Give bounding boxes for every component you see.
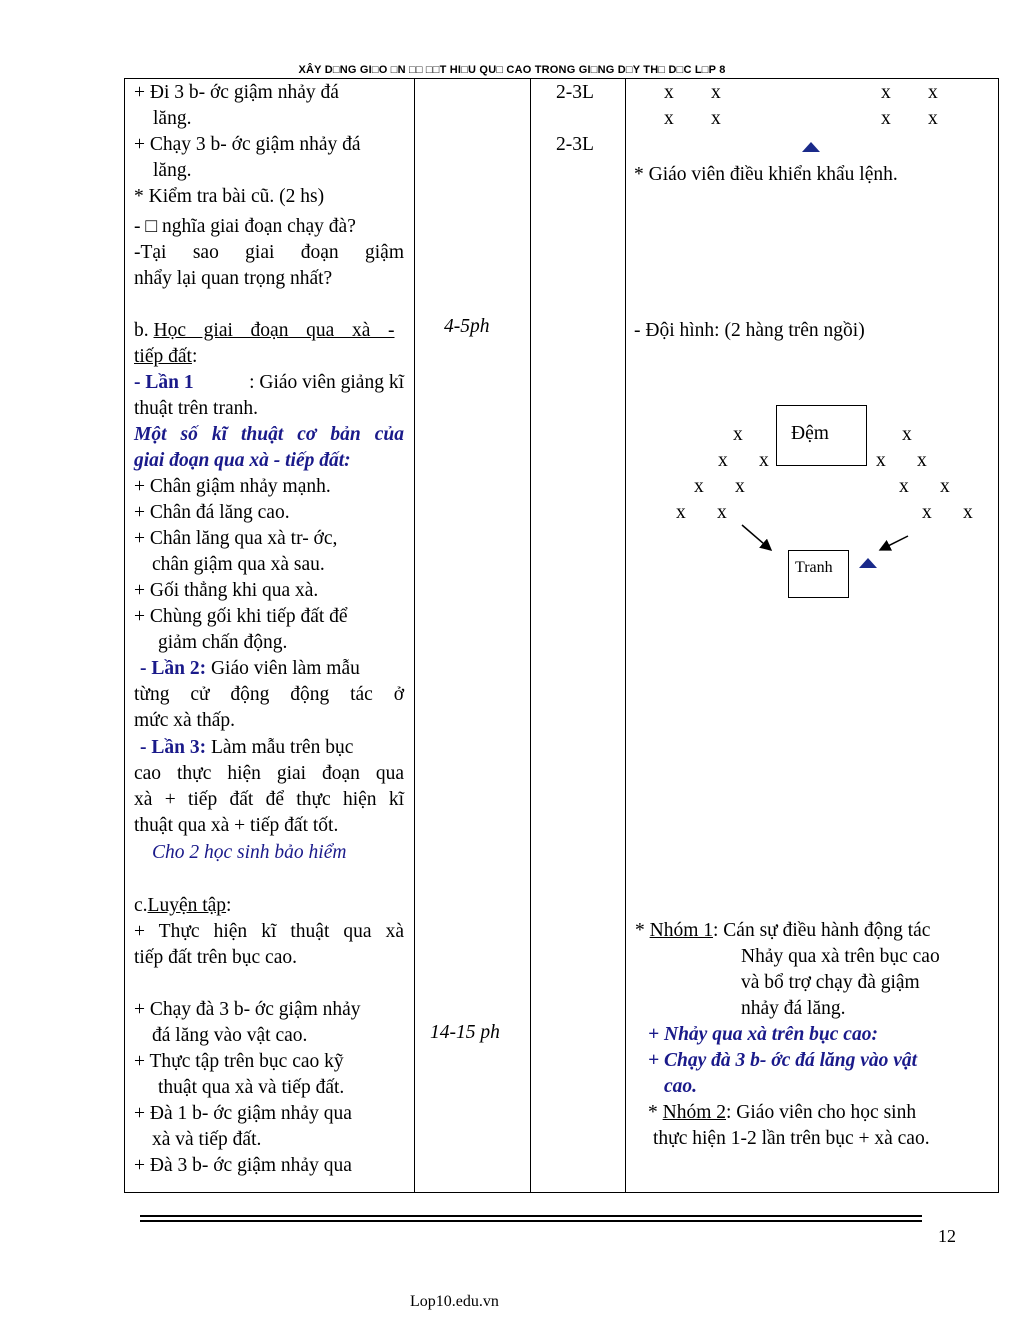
repetition-cell: 2-3L (556, 82, 594, 103)
teacher-marker-icon (859, 558, 877, 568)
bullet: * (648, 1102, 663, 1123)
content-line: đá lăng vào vật cao. (152, 1025, 308, 1046)
footer-rule (140, 1220, 922, 1222)
bullet: * (635, 920, 650, 941)
content-line: + Thực tập trên bục cao kỹ (134, 1051, 344, 1072)
group1-task: + Nhảy qua xà trên bục cao: (648, 1024, 878, 1045)
teacher-command-text: * Giáo viên điều khiển khẩu lệnh. (634, 164, 898, 185)
lan1-label: - Lần 1 (134, 372, 194, 393)
content-line: tiếp đất trên bục cao. (134, 947, 297, 968)
content-line: xà và tiếp đất. (152, 1129, 262, 1150)
lan2-line (140, 656, 360, 682)
section-b-heading (134, 318, 404, 344)
content-line: thuật qua xà và tiếp đất. (158, 1077, 345, 1098)
formation-x: x (928, 108, 938, 129)
technique-item: + Chân đá lăng cao. (134, 502, 290, 523)
formation-x: x (899, 476, 909, 497)
group1-label: Nhóm 1 (649, 920, 713, 941)
lan1-line (134, 370, 404, 396)
technique-item: + Chân giậm nhảy mạnh. (134, 476, 331, 497)
colon: : (191, 346, 198, 367)
content-line: lăng. (153, 160, 192, 181)
formation-x: x (902, 424, 912, 445)
content-line: + Chạy 3 b- ớc giậm nhảy đá (134, 134, 361, 155)
content-line: * Kiểm tra bài cũ. (2 hs) (134, 186, 325, 207)
lan2-label: - Lần 2: (140, 658, 207, 679)
content-line: thuật trên tranh. (134, 398, 258, 419)
content-line: -Tại sao giai đoạn giậm (134, 242, 404, 263)
group1-text: : Cán sự điều hành động tác (713, 920, 931, 941)
document-header: XÂY D□NG GI□O □N □□ □□T HI□U QU□ CAO TRONG GI□NG D□Y TH□ D□C L□P 8 (298, 64, 726, 76)
technique-heading-cont: giai đoạn qua xà - tiếp đất: (134, 450, 351, 471)
technique-item-cont: chân giậm qua xà sau. (152, 554, 325, 575)
note-line: Cho 2 học sinh bảo hiểm (152, 842, 347, 863)
content-line: + Đà 3 b- ớc giậm nhảy qua (134, 1155, 352, 1176)
group1-line: nhảy đá lăng. (741, 998, 846, 1019)
left-arrow-icon (742, 525, 771, 550)
lan3-line (140, 735, 353, 761)
formation-x: x (664, 108, 674, 129)
technique-item: + Gối thẳng khi qua xà. (134, 580, 319, 601)
formation-x: x (940, 476, 950, 497)
section-b-heading-cont (134, 344, 197, 370)
column-divider (414, 78, 415, 1193)
group1-task-cont: cao. (664, 1076, 698, 1097)
group1-line: Nhảy qua xà trên bục cao (741, 946, 940, 967)
content-line: cao thực hiện giai đoạn qua (134, 763, 404, 784)
technique-heading: Một số kĩ thuật cơ bản của (134, 424, 404, 445)
formation-x: x (922, 502, 932, 523)
teacher-marker-icon (802, 142, 820, 152)
lan3-label: - Lần 3: (140, 737, 207, 758)
lan3-text: Làm mẫu trên bục (206, 737, 354, 758)
picture-label: Tranh (795, 559, 833, 576)
formation-x: x (733, 424, 743, 445)
formation-title: - Đội hình: (2 hàng trên ngồi) (634, 320, 865, 341)
formation-x: x (881, 82, 891, 103)
formation-x: x (759, 450, 769, 471)
content-line: thuật qua xà + tiếp đất tốt. (134, 815, 339, 836)
group2-line: thực hiện 1-2 lần trên bục + xà cao. (653, 1128, 930, 1149)
group2-text: : Giáo viên cho học sinh (726, 1102, 917, 1123)
group1-line: và bổ trợ chạy đà giậm (741, 972, 920, 993)
page-number: 12 (938, 1226, 956, 1246)
group2-line (648, 1100, 916, 1126)
formation-x: x (876, 450, 886, 471)
mat-label: Đệm (791, 423, 829, 444)
formation-x: x (676, 502, 686, 523)
formation-x: x (717, 502, 727, 523)
time-cell: 4-5ph (444, 316, 490, 337)
section-b-title-cont: tiếp đất (134, 346, 192, 367)
content-line: + Đi 3 b- ớc giậm nhảy đá (134, 82, 339, 103)
content-line: - □ nghĩa giai đoạn chạy đà? (134, 216, 356, 237)
section-b-title: Học giai đoạn qua xà - (153, 320, 395, 341)
group1-line (635, 918, 930, 944)
section-b-label: b. (134, 320, 154, 341)
formation-x: x (928, 82, 938, 103)
section-c-title: Luyện tập (147, 895, 227, 916)
formation-x: x (881, 108, 891, 129)
content-line: lăng. (153, 108, 192, 129)
content-line: mức xà thấp. (134, 710, 235, 731)
formation-x: x (735, 476, 745, 497)
content-line: + Chạy đà 3 b- ớc giậm nhảy (134, 999, 361, 1020)
group1-task: + Chạy đà 3 b- ớc đá lăng vào vật (648, 1050, 918, 1071)
section-c-heading (134, 893, 231, 919)
content-line: xà + tiếp đất để thực hiện kĩ (134, 789, 404, 810)
formation-x: x (694, 476, 704, 497)
right-arrow-icon (880, 536, 908, 550)
technique-item: + Chùng gối khi tiếp đất để (134, 606, 348, 627)
footer-rule (140, 1215, 922, 1217)
technique-item-cont: giảm chấn động. (158, 632, 288, 653)
formation-x: x (664, 82, 674, 103)
formation-x: x (963, 502, 973, 523)
group2-label: Nhóm 2 (662, 1102, 726, 1123)
content-line: nhẩy lại quan trọng nhất? (134, 268, 333, 289)
section-c-label: c. (134, 895, 148, 916)
column-divider (625, 78, 626, 1193)
colon: : (226, 895, 232, 916)
lan2-text: Giáo viên làm mẫu (206, 658, 360, 679)
time-cell: 14-15 ph (430, 1022, 500, 1043)
site-footer: Lop10.edu.vn (410, 1293, 499, 1310)
repetition-cell: 2-3L (556, 134, 594, 155)
formation-x: x (718, 450, 728, 471)
formation-x: x (917, 450, 927, 471)
formation-x: x (711, 108, 721, 129)
formation-x: x (711, 82, 721, 103)
content-line: từng cử động động tác ở (134, 684, 404, 705)
technique-item: + Chân lăng qua xà tr- ớc, (134, 528, 338, 549)
content-line: + Đà 1 b- ớc giậm nhảy qua (134, 1103, 352, 1124)
content-line: + Thực hiện kĩ thuật qua xà (134, 921, 404, 942)
lan1-text: : Giáo viên giảng kĩ (249, 372, 404, 393)
column-divider (530, 78, 531, 1193)
